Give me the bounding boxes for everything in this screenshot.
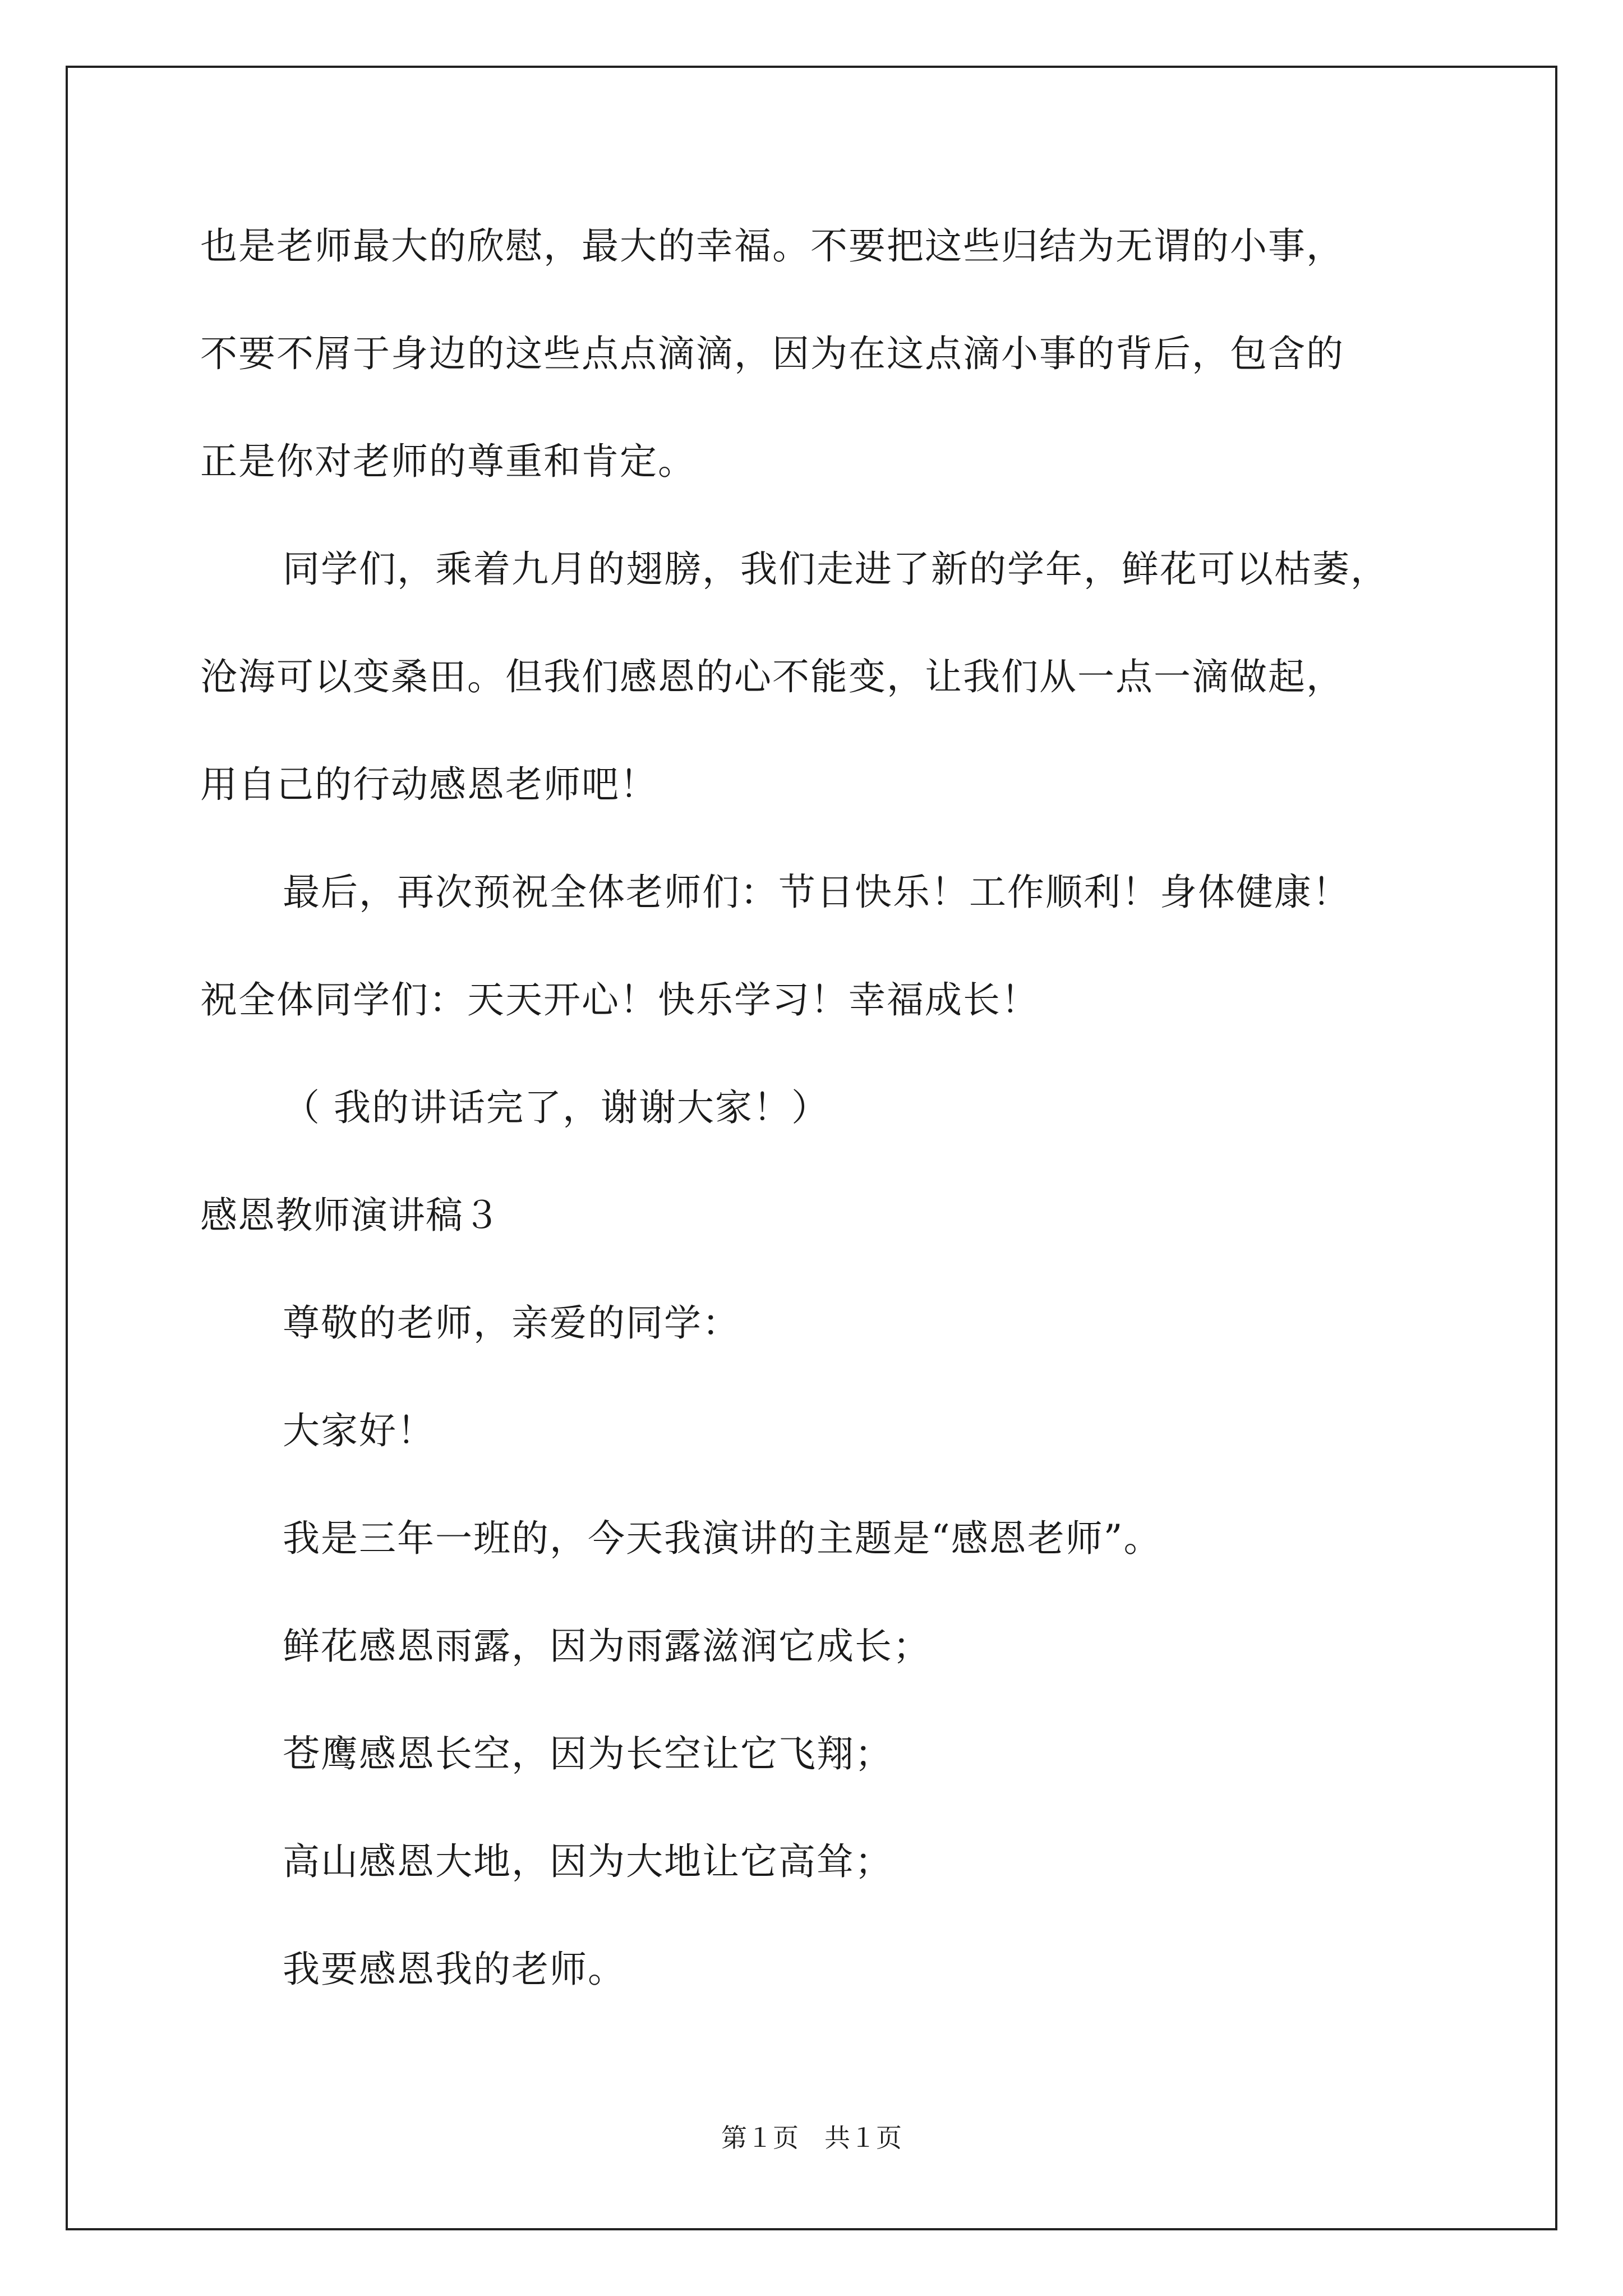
paragraph-line: 同学们，乘着九月的翅膀，我们走进了新的学年，鲜花可以枯萎，	[283, 547, 1389, 591]
paragraph-line: 最后，再次预祝全体老师们：节日快乐！工作顺利！身体健康！	[283, 871, 1350, 914]
page-border	[66, 66, 1557, 2230]
salutation: 尊敬的老师，亲爱的同学：	[283, 1301, 740, 1345]
greeting: 大家好！	[283, 1409, 435, 1452]
paragraph-line: 苍鹰感恩长空，因为长空让它飞翔；	[283, 1732, 893, 1775]
paragraph-line: 我是三年一班的，今天我演讲的主题是“感恩老师”。	[283, 1517, 1162, 1560]
paragraph-line: 我要感恩我的老师。	[283, 1948, 626, 1991]
paragraph-line: 不要不屑于身边的这些点点滴滴，因为在这点滴小事的背后，包含的	[200, 332, 1344, 375]
page-number: 第１页 共１页	[721, 2123, 902, 2153]
paragraph-line: 高山感恩大地，因为大地让它高耸；	[283, 1840, 893, 1883]
paragraph-line: 正是你对老师的尊重和肯定。	[200, 440, 696, 483]
paragraph-line: 用自己的行动感恩老师吧！	[200, 763, 658, 806]
paragraph-line: 也是老师最大的欣慰，最大的幸福。不要把这些归结为无谓的小事，	[200, 224, 1344, 268]
paragraph-line: 沧海可以变桑田。但我们感恩的心不能变，让我们从一点一滴做起，	[200, 655, 1344, 698]
closing-remark: （ 我的讲话完了，谢谢大家！）	[283, 1086, 829, 1129]
paragraph-line: 鲜花感恩雨露，因为雨露滋润它成长；	[283, 1625, 931, 1668]
section-heading: 感恩教师演讲稿３	[200, 1194, 501, 1237]
paragraph-line: 祝全体同学们：天天开心！快乐学习！幸福成长！	[200, 978, 1039, 1022]
